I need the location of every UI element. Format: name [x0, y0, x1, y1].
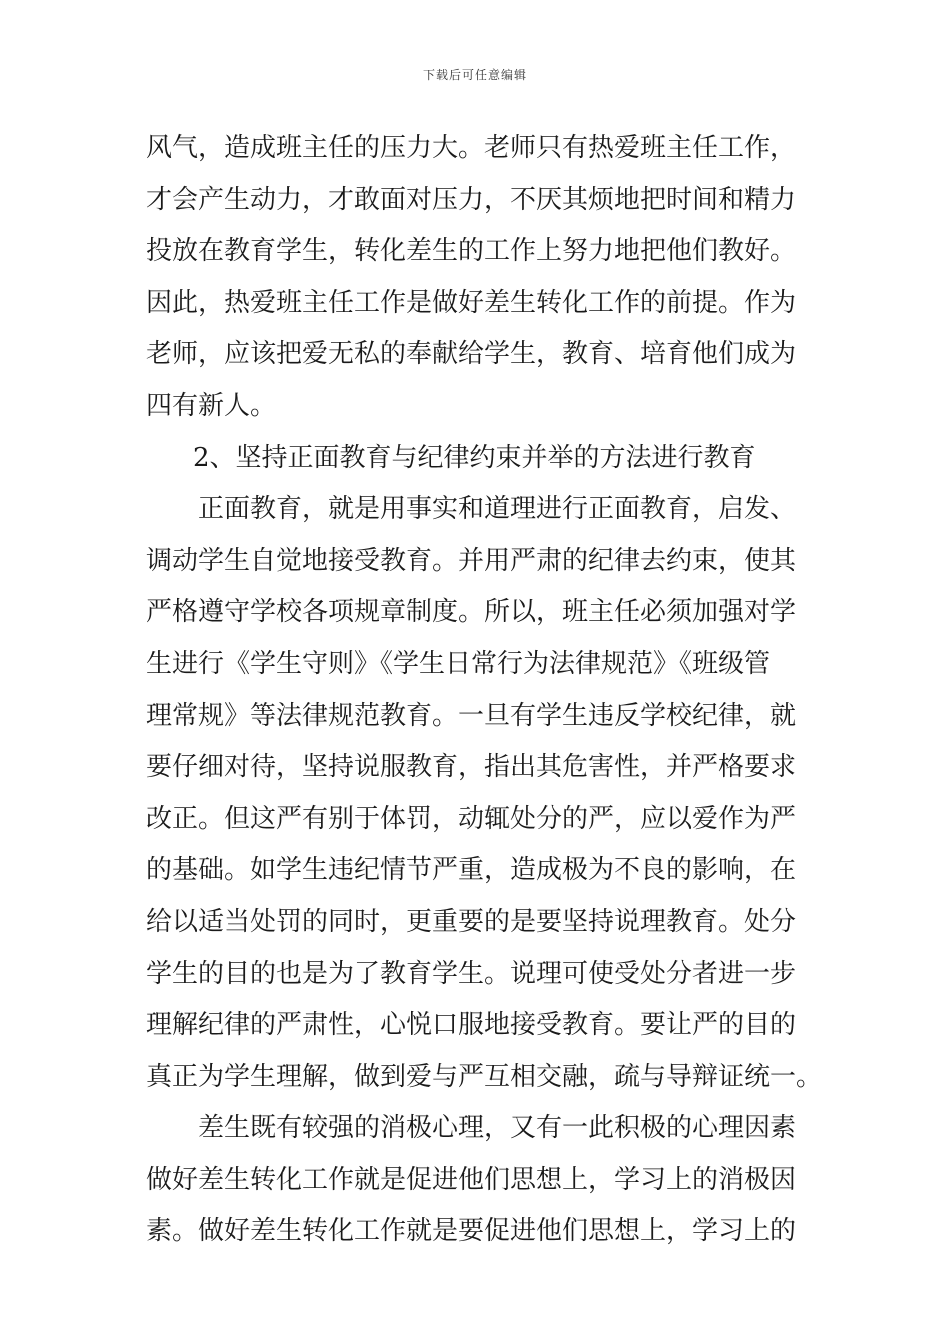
text-line: 要仔细对待，坚持说服教育，指出其危害性，并严格要求	[146, 752, 797, 783]
text-line: 做好差生转化工作就是促进他们思想上，学习上的消极因	[146, 1164, 797, 1195]
text-line: 给以适当处罚的同时，更重要的是要坚持说理教育。处分	[146, 906, 797, 937]
text-line: 风气，造成班主任的压力大。老师只有热爱班主任工作，	[146, 133, 797, 163]
text-line: 正面教育，就是用事实和道理进行正面教育，启发、	[198, 494, 797, 525]
page-header: 下载后可任意编辑	[422, 68, 527, 82]
text-line: 学生的目的也是为了教育学生。说理可使受处分者进一步	[146, 958, 797, 989]
text-line: 理常规》等法律规范教育。一旦有学生违反学校纪律，就	[146, 700, 797, 731]
text-line: 严格遵守学校各项规章制度。所以，班主任必须加强对学	[146, 597, 797, 628]
text-line: 调动学生自觉地接受教育。并用严肃的纪律去约束，使其	[146, 545, 797, 576]
section-heading: 2、坚持正面教育与纪律约束并举的方法进行教育	[193, 442, 756, 473]
text-line: 素。做好差生转化工作就是要促进他们思想上，学习上的	[146, 1216, 797, 1247]
text-line: 的基础。如学生违纪情节严重，造成极为不良的影响，在	[146, 855, 797, 886]
text-line: 因此，热爱班主任工作是做好差生转化工作的前提。作为	[146, 287, 797, 318]
text-line: 理解纪律的严肃性，心悦口服地接受教育。要让严的目的	[146, 1010, 797, 1041]
text-line: 生进行《学生守则》《学生日常行为法律规范》《班级管	[146, 648, 771, 679]
text-line: 真正为学生理解，做到爱与严互相交融，疏与导辩证统一。	[146, 1061, 823, 1092]
document-body	[146, 123, 823, 1258]
text-line: 投放在教育学生，转化差生的工作上努力地把他们教好。	[146, 236, 797, 267]
text-line: 差生既有较强的消极心理，又有一此积极的心理因素	[198, 1113, 797, 1144]
text-line: 四有新人。	[146, 390, 277, 421]
text-line: 改正。但这严有别于体罚，动辄处分的严，应以爱作为严	[146, 803, 797, 834]
text-line: 才会产生动力，才敢面对压力，不厌其烦地把时间和精力	[146, 184, 797, 215]
text-line: 老师，应该把爱无私的奉献给学生，教育、培育他们成为	[146, 339, 797, 370]
